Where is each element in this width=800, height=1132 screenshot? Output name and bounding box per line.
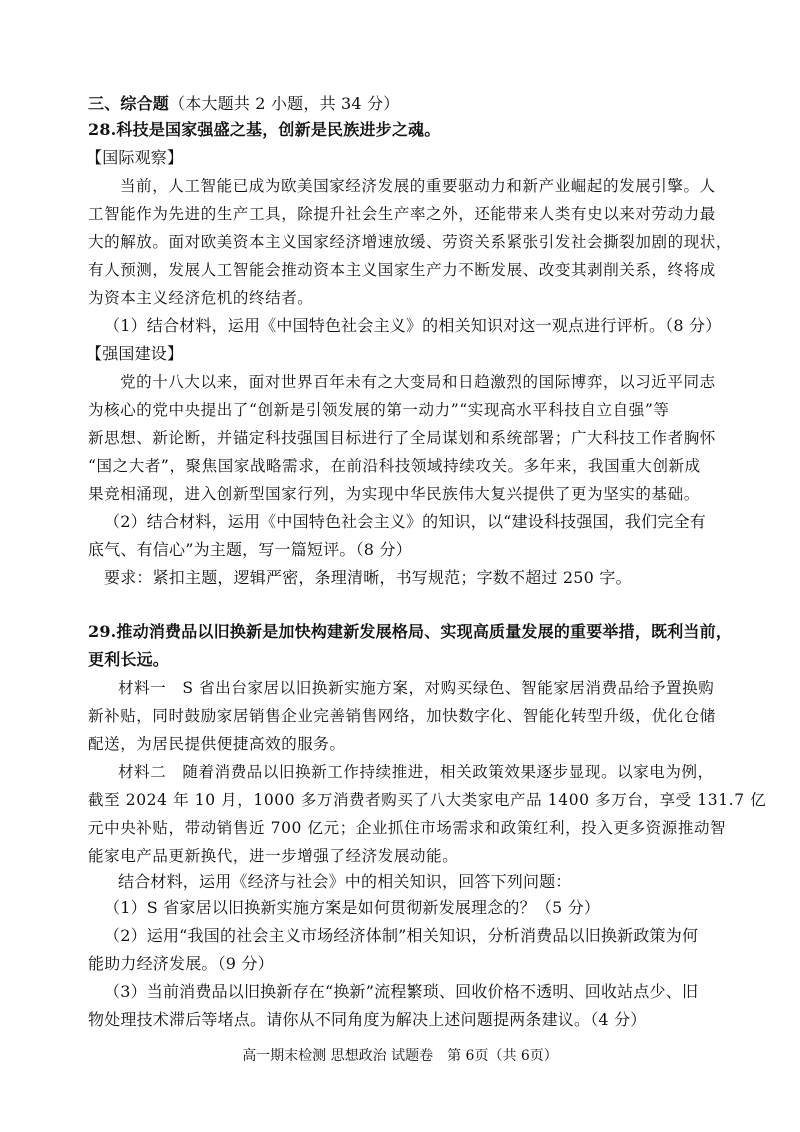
- q28-material2-line: 党的十八大以来，面对世界百年未有之大变局和日趋激烈的国际博弈，以习近平同志: [120, 373, 716, 391]
- q28-material2-line: “国之大者”，聚焦国家战略需求，在前沿科技领域持续攻关。多年来，我国重大创新成: [88, 457, 701, 475]
- q28-material1-line: 为资本主义经济危机的终结者。: [88, 289, 314, 307]
- q28-question-2-line: 底气、有信心”为主题，写一篇短评。（8 分）: [88, 540, 412, 559]
- section-heading: [88, 92, 728, 116]
- q28-material1-line: 有人预测，发展人工智能会推动资本主义国家生产力不断发展、改变其剥削关系，终将成: [88, 261, 716, 279]
- q29-instruction: 结合材料，运用《经济与社会》中的相关知识，回答下列问题：: [118, 872, 572, 891]
- q29-material2-line: 截至 2024 年 10 月，1000 多万消费者购买了八大类家电产品 1400 多万台，享受 131.7 亿: [88, 791, 767, 809]
- q28-label-strong-nation: 【强国建设】: [86, 344, 184, 363]
- q29-material1-line: 配送，为居民提供便捷高效的服务。: [88, 735, 346, 753]
- q29-material1-line: 新补贴，同时鼓励家居销售企业完善销售网络，加快数字化、智能化转型升级，优化仓储: [88, 707, 716, 725]
- q28-question-2-line: （2）结合材料，运用《中国特色社会主义》的知识，以“建设科技强国，我们完全有: [104, 512, 706, 531]
- q29-material2-line: 材料二 随着消费品以旧换新工作持续推进，相关政策效果逐步显现。以家电为例，: [118, 763, 714, 781]
- q28-material1-line: 大的解放。面对欧美资本主义国家经济增速放缓、劳资关系紧张引发社会撕裂加剧的现状，: [88, 233, 733, 251]
- q29-material2-line: 能家电产品更新换代，进一步增强了经济发展动能。: [88, 847, 459, 865]
- q28-material2-line: 新思想、新论断，并锚定科技强国目标进行了全局谋划和系统部署；广大科技工作者胸怀: [88, 429, 716, 447]
- q29-sub-question-3-line: （3）当前消费品以旧换新存在“换新”流程繁琐、回收价格不透明、回收站点少、旧: [104, 982, 699, 1001]
- q29-stem-line: 更利长远。: [88, 650, 170, 669]
- q28-material2-line: 果竞相涌现，进入创新型国家行列，为实现中华民族伟大复兴提供了更为坚实的基础。: [88, 485, 700, 503]
- q29-material2-line: 元中央补贴，带动销售近 700 亿元；企业抓住市场需求和政策红利，投入更多资源推动智: [88, 819, 727, 837]
- q29-sub-question-2-line: 能助力经济发展。（9 分）: [88, 954, 274, 973]
- q28-label-international: 【国际观察】: [86, 148, 184, 167]
- page-footer: 高一期末检测 思想政治 试题卷 第 6页（共 6页）: [242, 1048, 558, 1064]
- q29-sub-question-1: （1）S 省家居以旧换新实施方案是如何贯彻新发展理念的？（5 分）: [104, 898, 601, 917]
- q28-question-1: （1）结合材料，运用《中国特色社会主义》的相关知识对这一观点进行评析。（8 分）: [104, 316, 722, 335]
- q28-material1-line: 工智能作为先进的生产工具，除提升社会生产率之外，还能带来人类有史以来对劳动力最: [88, 205, 716, 223]
- q28-requirement: 要求：紧扣主题，逻辑严密，条理清晰，书写规范；字数不超过 250 字。: [104, 568, 632, 587]
- q28-material1-line: 当前，人工智能已成为欧美国家经济发展的重要驱动力和新产业崛起的发展引擎。人: [120, 177, 716, 195]
- q29-sub-question-3-line: 物处理技术滞后等堵点。请你从不同角度为解决上述问题提两条建议。（4 分）: [88, 1010, 647, 1029]
- section-note: （本大题共 2 小题，共 34 分）: [169, 94, 400, 113]
- section-title: 三、综合题: [88, 94, 170, 113]
- q28-stem: 28.科技是国家强盛之基，创新是民族进步之魂。: [88, 120, 441, 139]
- q28-material2-line: 为核心的党中央提出了“创新是引领发展的第一动力”“实现高水平科技自立自强”等: [88, 401, 670, 419]
- q29-material1-line: 材料一 S 省出台家居以旧换新实施方案，对购买绿色、智能家居消费品给予置换购: [118, 679, 715, 697]
- q29-stem-line: 29.推动消费品以旧换新是加快构建新发展格局、实现高质量发展的重要举措，既利当前，: [88, 622, 733, 641]
- q29-sub-question-2-line: （2）运用“我国的社会主义市场经济体制”相关知识，分析消费品以旧换新政策为何: [104, 926, 699, 945]
